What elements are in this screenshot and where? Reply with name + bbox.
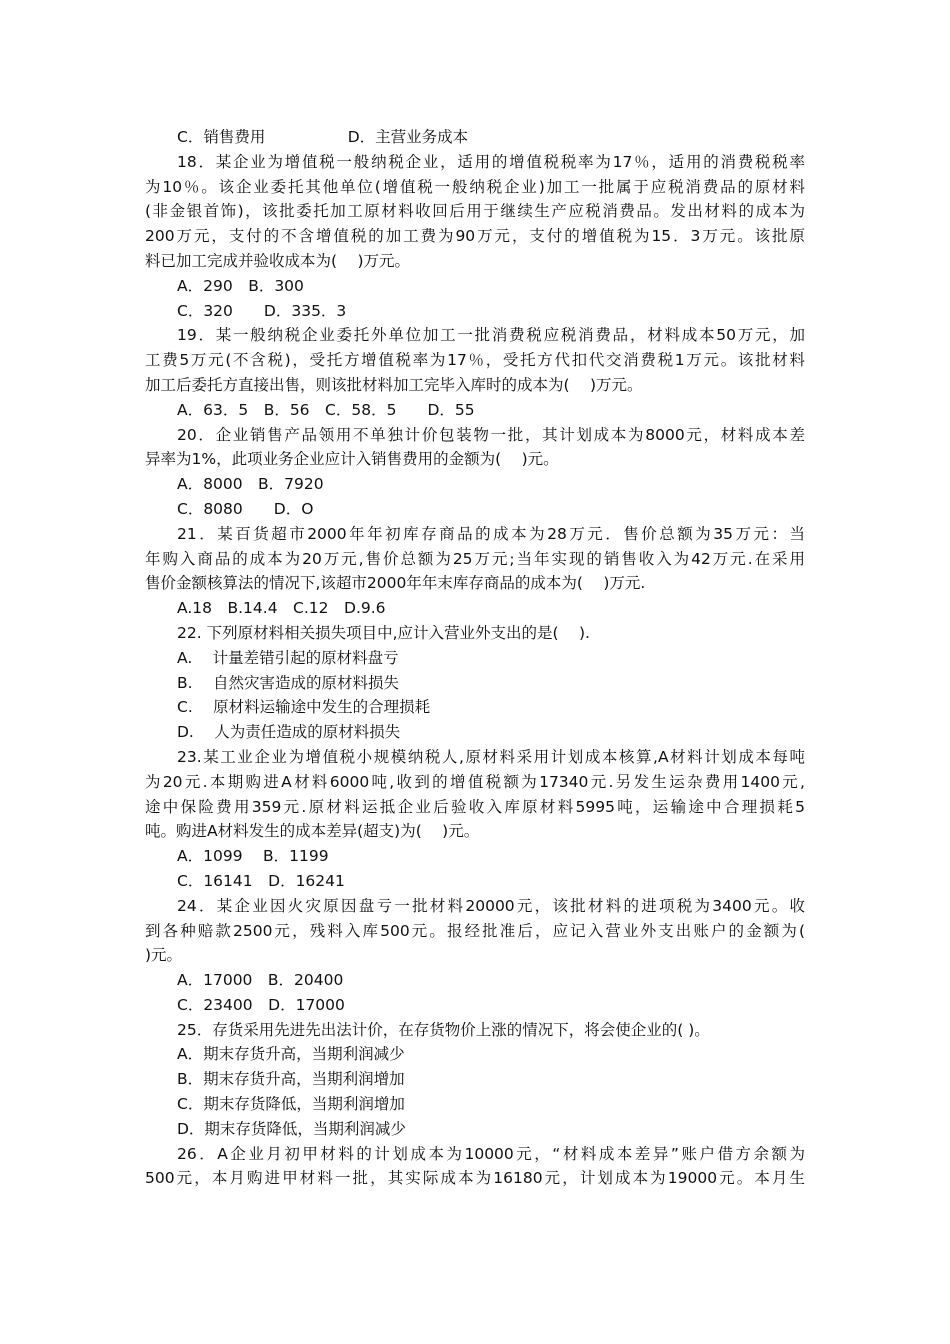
text-line: 18．某企业为增值税一般纳税企业，适用的增值税税率为17％，适用的消费税税率 [177, 152, 805, 171]
text-line: 200万元，支付的不含增值税的加工费为90万元，支付的增值税为15．3万元。该批原 [145, 227, 805, 246]
text-line: )元。 [145, 946, 183, 965]
text-line: 料已加工完成并验收成本为( )万元。 [145, 251, 411, 270]
text-line: C．8080 D．O [177, 499, 314, 518]
text-line: B. 自然灾害造成的原材料损失 [177, 673, 399, 692]
text-line: B．期末存货升高，当期利润增加 [177, 1070, 405, 1089]
text-line: C．23400 D．17000 [177, 995, 345, 1014]
text-line: 23.某工业企业为增值税小规模纳税人,原材料采用计划成本核算,A材料计划成本每吨 [177, 747, 805, 766]
text-line: 25．存货采用先进先出法计价，在存货物价上涨的情况下，将会使企业的( )。 [177, 1020, 710, 1039]
text-line: C. 原材料运输途中发生的合理损耗 [177, 698, 431, 717]
text-line: A．1099 B．1199 [177, 847, 329, 866]
text-line: C．销售费用 D．主营业务成本 [177, 128, 469, 146]
text-line: 21．某百货超市2000年年初库存商品的成本为28万元．售价总额为35万元：当 [177, 524, 805, 543]
text-line: A．63．5 B．56 C．58．5 D．55 [177, 400, 475, 419]
text-line: (非金银首饰)，该批委托加工原材料收回后用于继续生产应税消费品。发出材料的成本为 [145, 202, 805, 221]
text-line: 500元，本月购进甲材料一批，其实际成本为16180元，计划成本为19000元。本月生 [145, 1169, 805, 1188]
text-line: 20．企业销售产品领用不单独计价包装物一批，其计划成本为8000元，材料成本差 [177, 425, 805, 444]
text-line: A．期末存货升高，当期利润减少 [177, 1045, 405, 1064]
text-line: 售价金额核算法的情况下,该超市2000年年末库存商品的成本为( )万元. [145, 574, 646, 593]
text-line: C．320 D．335．3 [177, 301, 347, 320]
text-line: C．期末存货降低，当期利润增加 [177, 1095, 405, 1114]
text-line: 26．A企业月初甲材料的计划成本为10000元，“材料成本差异”账户借方余额为 [177, 1144, 805, 1163]
text-line: 到各种赔款2500元，残料入库500元。报经批准后，应记入营业外支出账户的金额为( [145, 921, 805, 940]
document-body [145, 125, 805, 1191]
text-line: A. 计量差错引起的原材料盘亏 [177, 648, 399, 667]
text-line: 异率为1%，此项业务企业应计入销售费用的金额为( )元。 [145, 450, 559, 469]
text-line: 加工后委托方直接出售，则该批材料加工完毕入库时的成本为( )万元。 [145, 375, 643, 394]
text-line: 19．某一般纳税企业委托外单位加工一批消费税应税消费品，材料成本50万元，加 [177, 326, 805, 345]
text-line: 24．某企业因火灾原因盘亏一批材料20000元，该批材料的进项税为3400元。收 [177, 896, 805, 915]
text-line: A．290 B．300 [177, 276, 304, 295]
text-line: 吨。购进A材料发生的成本差异(超支)为( )元。 [145, 822, 480, 841]
text-line: A.18 B.14.4 C.12 D.9.6 [177, 599, 386, 618]
text-line: 途中保险费用359元.原材料运抵企业后验收入库原材料5995吨，运输途中合理损耗5 [145, 797, 805, 816]
text-line: 22. 下列原材料相关损失项目中,应计入营业外支出的是( ). [177, 623, 590, 642]
text-line: A．17000 B．20400 [177, 971, 344, 990]
text-line: A．8000 B．7920 [177, 475, 324, 494]
text-line: C．16141 D．16241 [177, 871, 345, 890]
text-line: 年购入商品的成本为20万元,售价总额为25万元;当年实现的销售收入为42万元.在采用 [145, 549, 805, 568]
text-line: 为20元.本期购进A材料6000吨,收到的增值税额为17340元.另发生运杂费用1400元, [145, 772, 805, 791]
text-line: 为10％。该企业委托其他单位(增值税一般纳税企业)加工一批属于应税消费品的原材料 [145, 177, 805, 196]
text-line: D．期末存货降低，当期利润减少 [177, 1119, 406, 1138]
text-line: 工费5万元(不含税)，受托方增值税率为17％，受托方代扣代交消费税1万元。该批材料 [145, 351, 805, 370]
text-line: D. 人为责任造成的原材料损失 [177, 723, 401, 742]
